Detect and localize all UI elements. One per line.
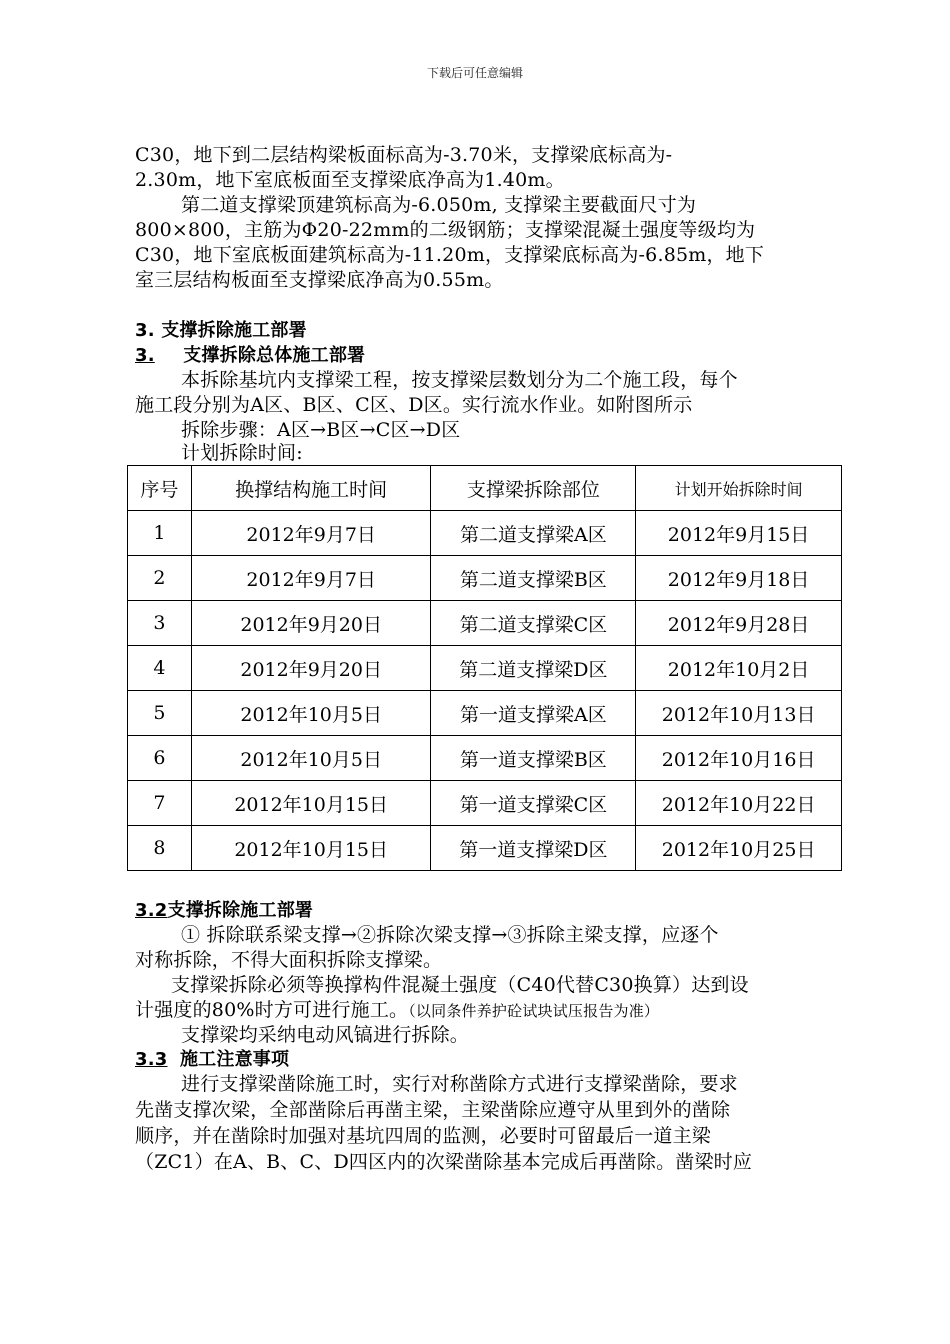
table-cell: 第二道支撑梁A区 — [431, 511, 636, 556]
table-cell: 2012年9月7日 — [191, 556, 431, 601]
table-cell: 2012年9月18日 — [636, 556, 842, 601]
table-cell: 3 — [128, 601, 192, 646]
table-cell: 第二道支撑梁B区 — [431, 556, 636, 601]
table-row — [128, 646, 842, 691]
table-cell: 7 — [128, 781, 192, 826]
table-cell: 2012年10月15日 — [191, 826, 431, 871]
table-cell: 2 — [128, 556, 192, 601]
paragraph-line: 顺序，并在凿除时加强对基坑四周的监测，必要时可留最后一道主梁 — [135, 1125, 712, 1147]
table-row — [128, 556, 842, 601]
table-cell: 2012年9月15日 — [636, 511, 842, 556]
table-cell: 2012年10月5日 — [191, 736, 431, 781]
table-cell: 2012年9月20日 — [191, 601, 431, 646]
table-cell: 第一道支撑梁B区 — [431, 736, 636, 781]
table-cell: 2012年10月13日 — [636, 691, 842, 736]
table-cell: 2012年10月5日 — [191, 691, 431, 736]
paragraph-line: 本拆除基坑内支撑梁工程，按支撑梁层数划分为二个施工段，每个 — [181, 369, 738, 391]
paragraph-line: 室三层结构板面至支撑梁底净高为0.55m。 — [135, 269, 504, 291]
table-cell: 第一道支撑梁C区 — [431, 781, 636, 826]
paragraph-line: 800×800，主筋为Φ20-22mm的二级钢筋；支撑梁混凝土强度等级均为 — [135, 219, 756, 241]
table-row — [128, 826, 842, 871]
table-cell: 2012年10月25日 — [636, 826, 842, 871]
table-cell: 第二道支撑梁D区 — [431, 646, 636, 691]
table-header-row — [128, 466, 842, 511]
paragraph-line: 支撑梁拆除必须等换撑构件混凝土强度（C40代替C30换算）达到设 — [171, 974, 749, 996]
paragraph-line: 第二道支撑梁顶建筑标高为-6.050m, 支撑梁主要截面尺寸为 — [181, 194, 697, 216]
paragraph-text: 计强度的80%时方可进行施工。 — [135, 999, 409, 1021]
table-cell: 5 — [128, 691, 192, 736]
paragraph-line: （ZC1）在A、B、C、D四区内的次梁凿除基本完成后再凿除。凿梁时应 — [135, 1151, 753, 1173]
table-cell: 第一道支撑梁D区 — [431, 826, 636, 871]
paragraph-line: 2.30m，地下室底板面至支撑梁底净高为1.40m。 — [135, 169, 565, 191]
table-cell: 2012年10月16日 — [636, 736, 842, 781]
subsection-title: 支撑拆除总体施工部署 — [183, 345, 366, 366]
subsection-heading — [135, 898, 835, 923]
table-row — [128, 601, 842, 646]
table-cell: 6 — [128, 736, 192, 781]
removal-steps: 拆除步骤：A区→B区→C区→D区 — [181, 419, 461, 441]
table-row — [128, 691, 842, 736]
paragraph-line: 施工段分别为A区、B区、C区、D区。实行流水作业。如附图所示 — [135, 394, 693, 416]
subsection-number: 3. — [135, 345, 155, 366]
paragraph-line: 对称拆除，不得大面积拆除支撑梁。 — [135, 949, 443, 971]
removal-schedule-table — [127, 465, 842, 871]
table-cell: 1 — [128, 511, 192, 556]
paragraph-line: 支撑梁均采纳电动风镐进行拆除。 — [181, 1024, 470, 1046]
paragraph-line: ① 拆除联系梁支撑→②拆除次梁支撑→③拆除主梁支撑，应逐个 — [181, 924, 719, 946]
subsection-number: 3.3 — [135, 1049, 168, 1070]
table-cell: 2012年9月28日 — [636, 601, 842, 646]
table-row — [128, 781, 842, 826]
section-heading: 3. 支撑拆除施工部署 — [135, 320, 307, 341]
table-row — [128, 511, 842, 556]
table-cell: 第二道支撑梁C区 — [431, 601, 636, 646]
subsection-number: 3.2 — [135, 900, 168, 921]
paragraph-line — [135, 998, 835, 1024]
header-location: 支撑梁拆除部位 — [431, 466, 636, 511]
plan-time-label: 计划拆除时间: — [181, 442, 303, 464]
table-cell: 8 — [128, 826, 192, 871]
table-row — [128, 736, 842, 781]
table-cell: 2012年10月22日 — [636, 781, 842, 826]
page-header: 下载后可任意编辑 — [426, 66, 523, 80]
header-support-time: 换撑结构施工时间 — [191, 466, 431, 511]
paragraph-line: C30，地下到二层结构梁板面标高为-3.70米，支撑梁底标高为- — [135, 144, 673, 166]
table-cell: 第一道支撑梁A区 — [431, 691, 636, 736]
subsection-title: 支撑拆除施工部署 — [167, 900, 314, 921]
subsection-title: 施工注意事项 — [179, 1049, 290, 1070]
header-start-time: 计划开始拆除时间 — [636, 466, 842, 511]
table-cell: 2012年10月15日 — [191, 781, 431, 826]
subsection-heading — [135, 343, 835, 368]
table-cell: 2012年9月20日 — [191, 646, 431, 691]
paragraph-line: 先凿支撑次梁，全部凿除后再凿主梁，主梁凿除应遵守从里到外的凿除 — [135, 1099, 731, 1121]
paragraph-line: 进行支撑梁凿除施工时，实行对称凿除方式进行支撑梁凿除，要求 — [181, 1073, 738, 1095]
table-cell: 2012年9月7日 — [191, 511, 431, 556]
table-cell: 2012年10月2日 — [636, 646, 842, 691]
subsection-heading — [135, 1047, 835, 1072]
table-cell: 4 — [128, 646, 192, 691]
paragraph-note: （以同条件养护砼试块试压报告为准） — [408, 1002, 660, 1020]
header-index: 序号 — [128, 466, 192, 511]
paragraph-line: C30，地下室底板面建筑标高为-11.20m，支撑梁底标高为-6.85m，地下 — [135, 244, 765, 266]
